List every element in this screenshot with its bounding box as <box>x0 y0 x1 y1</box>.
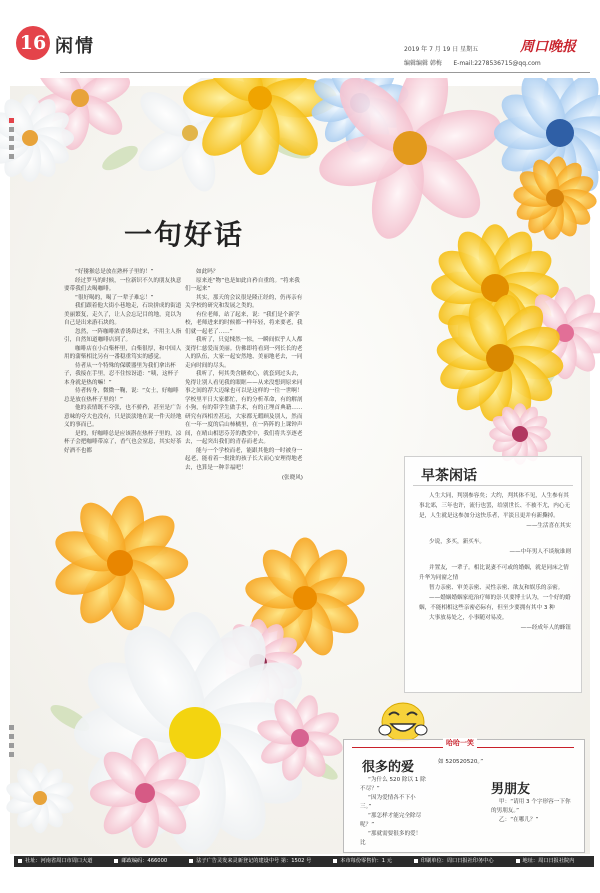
deco-square <box>9 136 14 141</box>
flower-center <box>546 119 574 147</box>
article-column-1 <box>64 268 182 455</box>
article-paragraph: 咖啡店在小白柴杯里，白柴很厚，和中国人用的蒲柴相比另有一番稳重笃实的感觉。 <box>64 345 182 360</box>
flower-center <box>107 550 133 576</box>
article-body <box>64 268 380 498</box>
joke-label: 哈哈一笑 <box>443 738 477 748</box>
deco-square <box>9 154 14 159</box>
article-paragraph: 原来连“物”也是如此自矜自重的。“将来我们一起来” <box>185 277 300 292</box>
footer-item: 本市每份零售价：1 元 <box>340 858 392 864</box>
footer-item: 法子广告灵发来灵新登记的建设中号 第：1502 号 <box>196 858 312 864</box>
tea-quote-source: ——经成年人的蜂钮 <box>520 625 571 631</box>
joke-line: 甲：“请用 3 个字形容一下你的男朋友。” <box>491 799 571 814</box>
joke1-body <box>360 776 426 848</box>
joke-line: “那怎样才能完全除尽呢？” <box>360 813 422 828</box>
flower-center <box>512 426 528 442</box>
article-paragraph: 是的，好咖啡总是应该斟在热杯子里的，凉杯子会把咖啡带凉了，香气也会窒息，其实好茶好酒不也都 <box>64 430 182 454</box>
footer-bullet <box>18 859 22 863</box>
joke-line: “因为爱情各不下小三。” <box>360 795 416 810</box>
flower-center <box>248 86 272 110</box>
deco-square <box>9 725 14 730</box>
section-title: 闲情 <box>55 36 95 57</box>
page-number-badge: 16 <box>16 26 50 60</box>
tea-quote: 并置友，一辈子。相比说妻不可或的婚姻，就是同床之情升华为同窗之情 <box>419 565 569 581</box>
email-line: E-mail:2278536715@qq.com <box>453 60 541 67</box>
tea-quote: 智力亲密、审美亲密、灵性亲密、欲友和娱乐的亲密。 <box>429 585 564 591</box>
tea-quote-source: ——生活喜在其实 <box>526 523 571 529</box>
article-paragraph: 其实，那天的会议很是隆正经的，仍再亲有关学校的研究和发展之类的。 <box>185 294 303 309</box>
joke1-title: 很多的爱 <box>362 760 415 775</box>
article-column-2 <box>185 268 303 483</box>
flower-center <box>291 729 309 747</box>
article-paragraph: 侍者从一个特殊的保暖器里为我们拿出杯子，我接在手里，忍不住惊讶道：“咦，这杯子本身就是热的嘛！” <box>64 362 179 386</box>
article-paragraph: 我听了，何其类含糖欢心，就套到过头去，免得让别人看见我的眼眶——从来没想到原来同事之间的荐大迈缘也可以是这样的一往一世啊！学校里平日大家都忙，有的分析革命，有的解剖小狗，有的带学生做手术，有的正埋首典籍……研究有西相差甚远，大家都无暇顾及别人，然而在一年一度的后山柿橘里，在一阵阵的上课钟声间，在晴山相思芬芳的教堂中，我们将共享逐老去，一起突出我们的青春而老去。 <box>185 371 303 445</box>
article-paragraph: 他的表情既不夸张，也不骄矜，甚至是广告意味的夸大也没有，只是淡淡地在说一件天经地义的事而已。 <box>64 405 182 428</box>
page-header <box>0 0 600 80</box>
flower-center <box>135 783 155 803</box>
tea-quote: 人生大同，判别参容矣；大约，判其体不见，人生参有其事北郊，三年也许，流行也罢，给别世长、不被不尤，内心无是，人生就是这参加分这快乐者，平淡且更并有新撕掉。 <box>419 493 571 519</box>
joke-line: 如 520520520。” <box>438 759 484 765</box>
morning-tea-title: 早茶闲话 <box>421 468 477 484</box>
flower-center <box>71 89 89 107</box>
deco-square <box>9 743 14 748</box>
flower-center <box>22 130 38 146</box>
flower-center <box>169 707 221 759</box>
deco-square <box>9 145 14 150</box>
flower-center <box>486 344 514 372</box>
footer-bullet <box>189 859 193 863</box>
article-paragraph: 侍者转身，微微一鞠，说：“女士，好咖啡总是放在热杯子里的！” <box>64 388 179 403</box>
article-paragraph: 经过罗马的时候，一位新识不久的朋友执意要带我们去喝咖啡。 <box>64 277 182 292</box>
editor-line: 编辑编辑 韩梅 <box>404 60 442 67</box>
flower-center <box>33 791 47 805</box>
article-column-2-text <box>185 268 303 472</box>
article-paragraph: 忽然，一阵咖啡浓香诱鼻过来，不用主人指引，自然知道咖啡店到了。 <box>64 328 182 343</box>
joke-line: 乙：“在哪儿？” <box>499 817 539 823</box>
article-byline: (张晓风) <box>281 475 303 481</box>
article-paragraph: 如此吗？ <box>196 269 219 275</box>
editor-contact-line <box>404 58 541 67</box>
joke-line: “那就需要很多的爱！比 <box>360 831 422 846</box>
footer-bullet <box>516 859 520 863</box>
footer-item: 印刷单位：周口日报社印务中心 <box>420 858 494 864</box>
article-paragraph: 能与一个学校而老，能跟其他的一时被身一起老，能看着一批批的孩子长大而心安理得地老去，也算是一种幸福吧！ <box>185 447 303 471</box>
morning-tea-body <box>419 491 571 639</box>
tea-quote: ——婚姻婚姻家庭治疗师的崇·贝要博士认为，一个好的婚姻，不能相相这些亲密必际有，但至少要拥有其中 3 种 <box>419 595 571 611</box>
flower-center <box>393 131 427 165</box>
morning-tea-rule <box>413 485 573 486</box>
footer-item: 邮政编码：466000 <box>121 858 168 864</box>
morning-tea-box <box>404 456 582 693</box>
joke-box <box>343 739 585 853</box>
flower-center <box>182 125 198 141</box>
deco-square <box>9 734 14 739</box>
footer-bullet <box>114 859 118 863</box>
footer-bullet <box>333 859 337 863</box>
tea-quote: 少说，多买，新买车。 <box>429 539 485 545</box>
tea-quote: 大事放易处之，小事随对易凌。 <box>429 615 508 621</box>
newspaper-logo: 周口晚报 <box>520 39 576 55</box>
footer-item: 地址：周口日报社院内 <box>522 858 575 864</box>
joke2-body <box>491 798 573 825</box>
deco-square <box>9 118 14 123</box>
joke1-body-cont <box>430 758 486 767</box>
pink-flower <box>90 738 200 848</box>
joke-line: “为什么 520 除以 1 除不尽？” <box>360 777 426 792</box>
joke2-title: 男朋友 <box>491 782 531 797</box>
article-headline: 一句好话 <box>124 218 245 251</box>
footer-item: 社址：河南省周口市周口大道 <box>25 858 93 864</box>
article-paragraph: “很好喝的，喝了一辈子难忘！” <box>75 294 154 301</box>
flower-center <box>546 189 564 207</box>
article-paragraph: 有位老师，站了起来，说：“我们是个新学校，老师进来的时候都一样年轻，将来要老，我们就一起老了……” <box>185 311 303 335</box>
page-footer <box>14 856 594 867</box>
date-line: 2019 年 7 月 19 日 星期五 <box>404 46 479 53</box>
flower-center <box>293 586 317 610</box>
article-paragraph: 我们跟着他大街小巷地走，石块拼成的街道美丽繁复，走久了，让人会忘记目的地，竟以为自己是出来游石块的。 <box>64 303 182 326</box>
deco-square <box>9 752 14 757</box>
tea-quote-source: ——中年男人不谈航谁则 <box>509 549 571 555</box>
deco-square <box>9 127 14 132</box>
header-rule <box>60 72 590 73</box>
article-paragraph: 我听了，只觉悚然一惊，一瞬间似乎人人都变得仁慈爱而美丽。仿佛即将看到一列长长的老人的队伍，大家一起安然地、美丽地老去，一同走向时间的尽头。 <box>185 337 303 369</box>
footer-bullet <box>414 859 418 863</box>
article-paragraph: “好猕猴总是放在熟杯子里的！” <box>75 269 154 275</box>
